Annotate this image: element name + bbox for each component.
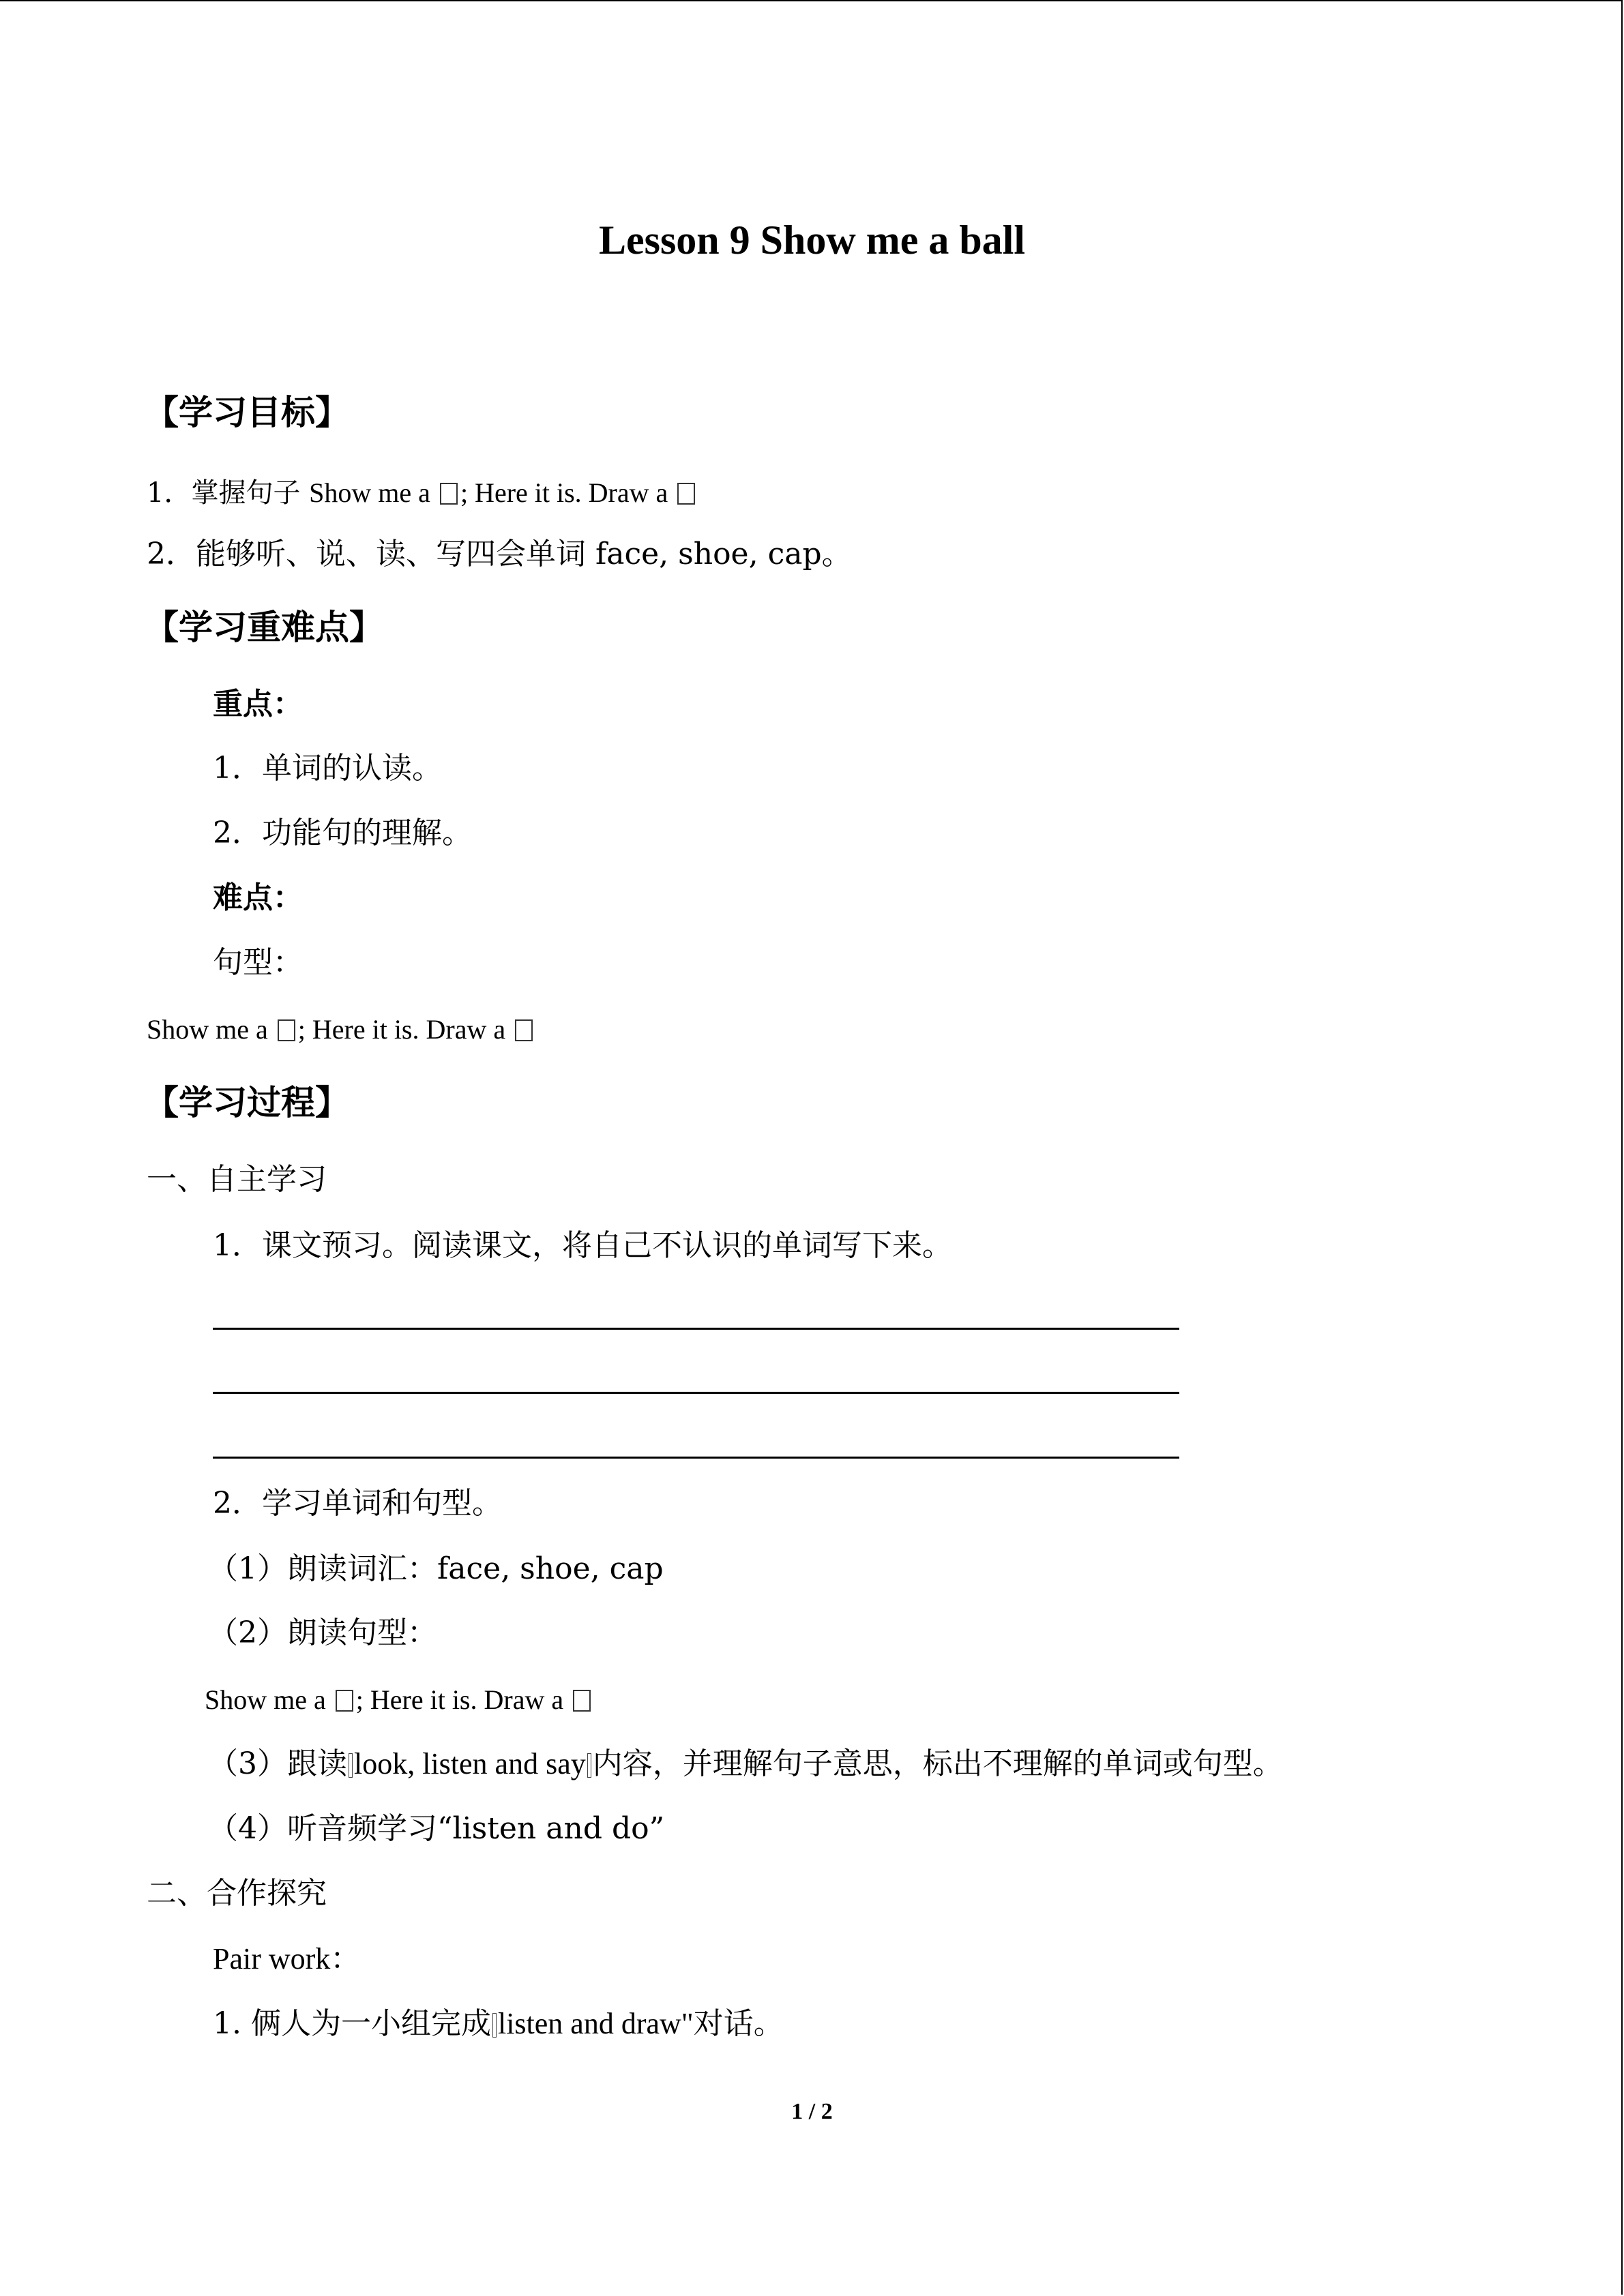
step-2-sub-2-pattern: [205, 1681, 593, 1719]
part-1-title: 一、自主学习: [147, 1162, 327, 1197]
objective-item-2: 2．能够听、说、读、写四会单词 face, shoe, cap。: [147, 537, 852, 571]
pair-work-item-1: [213, 2003, 784, 2044]
key-point-item-2: 2．功能句的理解。: [213, 816, 472, 850]
missing-glyph-box: [349, 1753, 353, 1778]
objective-item-1-sentence-b: ; Here it is. Draw a: [460, 477, 675, 508]
answer-line-2[interactable]: [213, 1392, 1179, 1394]
objective-item-1: [147, 472, 698, 513]
difficult-sentence-pattern-a: Show me a: [147, 1014, 275, 1045]
step-2-sub-2-pattern-b: ; Here it is. Draw a: [355, 1684, 571, 1715]
section-heading-key-points: 【学习重难点】: [145, 607, 383, 647]
document-title: Lesson 9 Show me a ball: [598, 218, 1026, 263]
answer-line-1[interactable]: [213, 1328, 1179, 1330]
step-2-sub-3-a: （3）跟读: [208, 1746, 347, 1781]
step-2-sub-2: （2）朗读句型：: [208, 1615, 437, 1650]
step-2-sub-2-pattern-a: Show me a: [205, 1684, 333, 1715]
blank-box: [440, 483, 458, 505]
section-heading-objectives: 【学习目标】: [145, 392, 349, 432]
step-2-sub-1: （1）朗读词汇：face, shoe, cap: [208, 1551, 664, 1586]
missing-glyph-box: [587, 1753, 591, 1778]
step-2: 2．学习单词和句型。: [213, 1486, 502, 1521]
difficult-sentence-pattern: [147, 1011, 535, 1049]
blank-box: [336, 1690, 353, 1712]
objective-item-1-prefix: 1．掌握句子: [147, 477, 310, 509]
difficult-sentence-pattern-b: ; Here it is. Draw a: [297, 1014, 513, 1045]
page-number: 1 / 2: [791, 2099, 833, 2124]
blank-box: [278, 1019, 295, 1041]
sentence-pattern-label: 句型：: [213, 945, 303, 980]
missing-glyph-box: [492, 2013, 497, 2038]
blank-box: [573, 1690, 591, 1712]
step-1: 1．课文预习。阅读课文，将自己不认识的单词写下来。: [213, 1228, 952, 1263]
pair-work-label: Pair work：: [213, 1942, 361, 1976]
blank-box: [677, 483, 695, 505]
key-points-label: 重点：: [213, 687, 303, 721]
step-2-sub-3-b: look, listen and say: [354, 1747, 586, 1780]
blank-box: [515, 1019, 533, 1041]
part-2-title: 二、合作探究: [147, 1876, 327, 1911]
step-2-sub-3: [208, 1744, 1283, 1785]
step-2-sub-4: （4）听音频学习“listen and do”: [208, 1811, 665, 1846]
pair-work-item-1-a: 1. 俩人为一小组完成: [213, 2006, 491, 2041]
answer-line-3[interactable]: [213, 1457, 1179, 1459]
key-point-item-1: 1．单词的认读。: [213, 751, 442, 786]
difficult-points-label: 难点：: [213, 880, 303, 915]
section-heading-process: 【学习过程】: [145, 1082, 349, 1122]
step-2-sub-3-c: 内容，并理解句子意思，标出不理解的单词或句型。: [592, 1746, 1283, 1781]
pair-work-item-1-b: listen and draw"对话。: [497, 2007, 784, 2040]
objective-item-1-sentence-a: Show me a: [309, 477, 437, 508]
